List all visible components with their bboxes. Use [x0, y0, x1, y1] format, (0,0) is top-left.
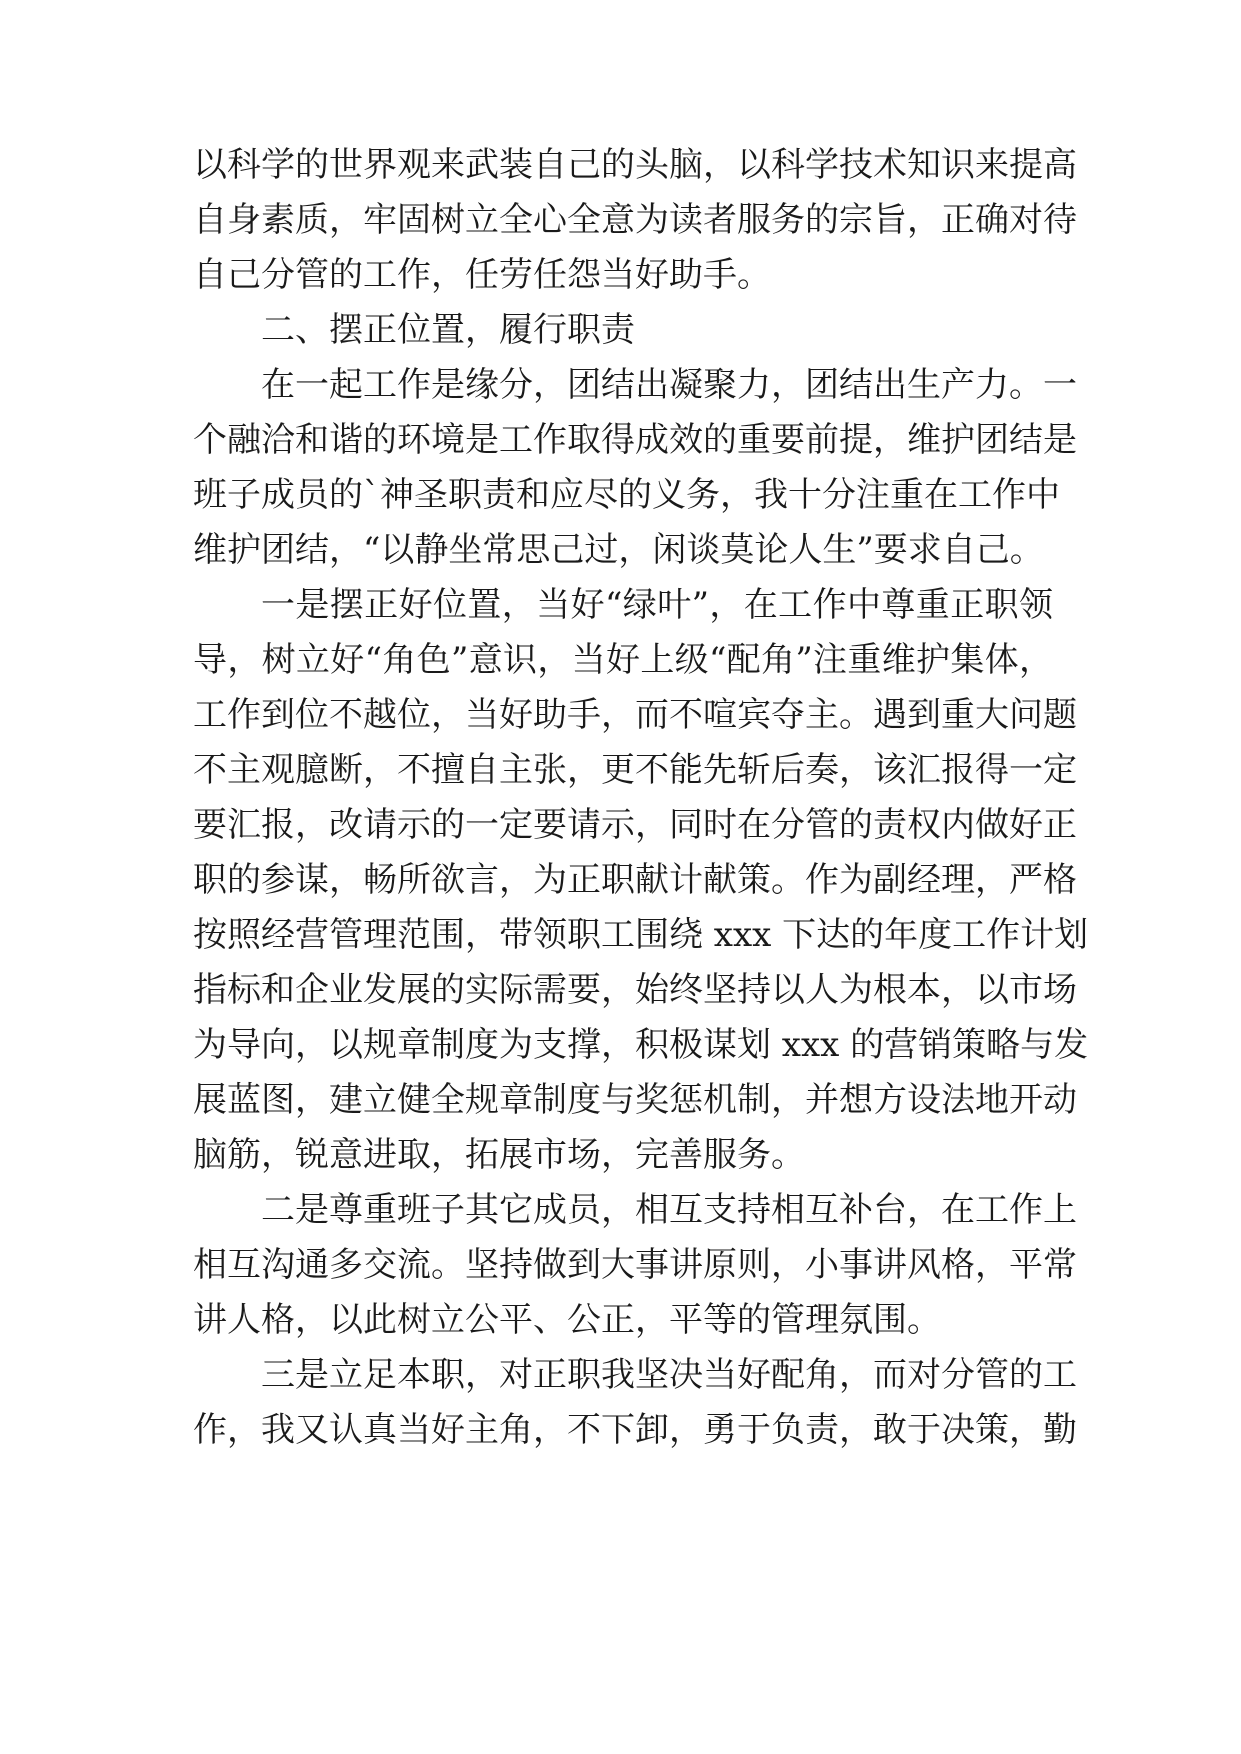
- body-text-line: 为导向，以规章制度为支撑，积极谋划 xxx 的营销策略与发: [193, 1025, 1089, 1065]
- body-text-line: 讲人格，以此树立公平、公正，平等的管理氛围。: [193, 1300, 941, 1340]
- body-text-line: 脑筋，锐意进取，拓展市场，完善服务。: [193, 1135, 805, 1175]
- body-text-line: 二是尊重班子其它成员，相互支持相互补台，在工作上: [261, 1190, 1077, 1230]
- body-text-line: 班子成员的`神圣职责和应尽的义务，我十分注重在工作中: [193, 475, 1060, 515]
- body-text-line: 自己分管的工作，任劳任怨当好助手。: [193, 255, 771, 295]
- body-text-line: 作，我又认真当好主角，不下卸，勇于负责，敢于决策，勤: [193, 1410, 1077, 1450]
- body-text-line: 导，树立好“角色”意识，当好上级“配角”注重维护集体，: [193, 640, 1053, 680]
- body-text-line: 相互沟通多交流。坚持做到大事讲原则，小事讲风格，平常: [193, 1245, 1077, 1285]
- body-text-line: 按照经营管理范围，带领职工围绕 xxx 下达的年度工作计划: [193, 915, 1089, 955]
- body-text-line: 一是摆正好位置，当好“绿叶”，在工作中尊重正职领: [261, 585, 1053, 625]
- body-text-line: 自身素质，牢固树立全心全意为读者服务的宗旨，正确对待: [193, 200, 1077, 240]
- body-text-line: 维护团结，“以静坐常思己过，闲谈莫论人生”要求自己。: [193, 530, 1044, 570]
- body-text-line: 在一起工作是缘分，团结出凝聚力，团结出生产力。一: [261, 365, 1077, 405]
- body-text-line: 个融洽和谐的环境是工作取得成效的重要前提，维护团结是: [193, 420, 1077, 460]
- body-text-line: 展蓝图，建立健全规章制度与奖惩机制，并想方设法地开动: [193, 1080, 1077, 1120]
- body-text-line: 工作到位不越位，当好助手，而不喧宾夺主。遇到重大问题: [193, 695, 1077, 735]
- body-text-line: 三是立足本职，对正职我坚决当好配角，而对分管的工: [261, 1355, 1077, 1395]
- body-text-line: 不主观臆断，不擅自主张，更不能先斩后奏，该汇报得一定: [193, 750, 1077, 790]
- section-heading: 二、摆正位置，履行职责: [261, 310, 635, 350]
- body-text-line: 要汇报，改请示的一定要请示，同时在分管的责权内做好正: [193, 805, 1077, 845]
- body-text-line: 职的参谋，畅所欲言，为正职献计献策。作为副经理，严格: [193, 860, 1077, 900]
- body-text-line: 指标和企业发展的实际需要，始终坚持以人为根本，以市场: [193, 970, 1077, 1010]
- body-text-line: 以科学的世界观来武装自己的头脑，以科学技术知识来提高: [193, 145, 1077, 185]
